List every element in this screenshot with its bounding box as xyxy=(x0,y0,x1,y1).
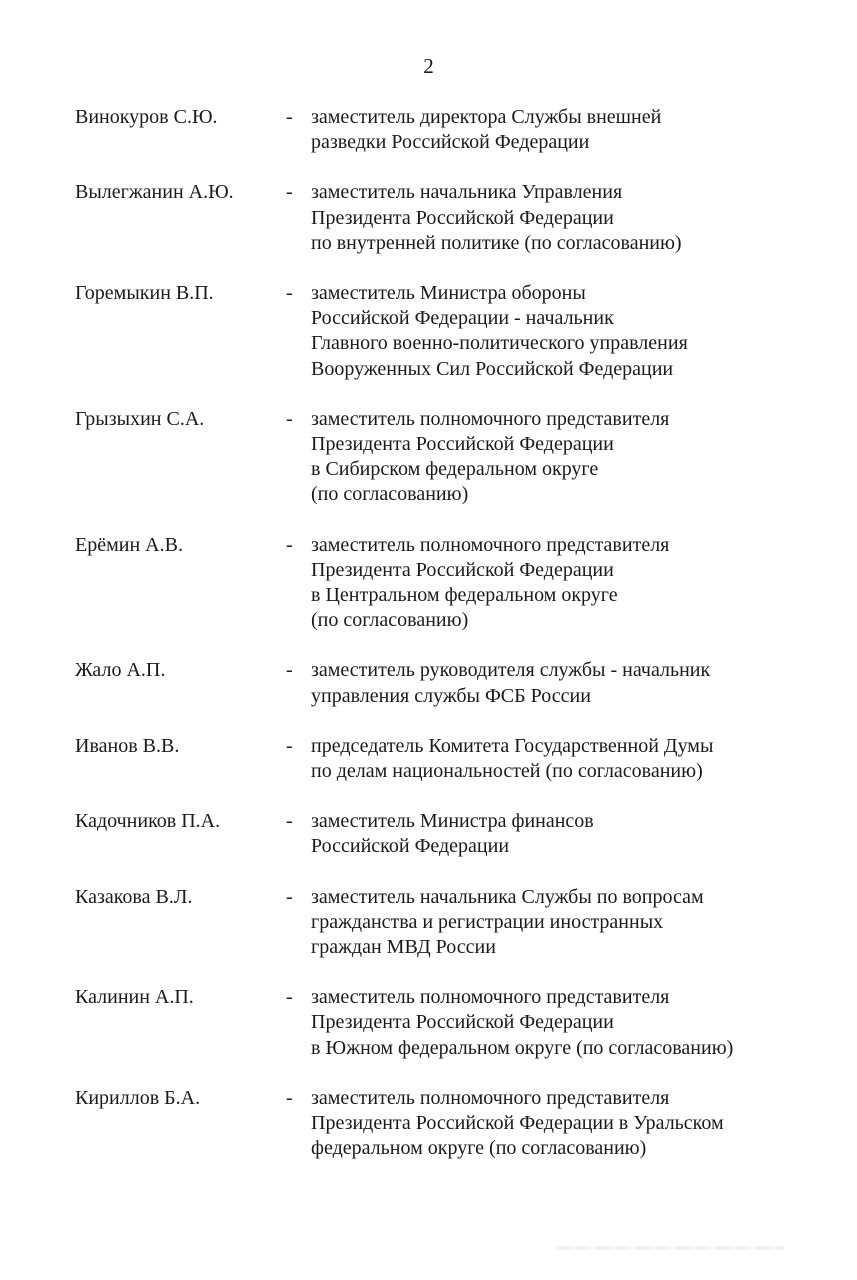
member-position xyxy=(311,658,815,708)
position-line: заместитель руководителя службы - начальник xyxy=(311,659,711,682)
member-name: Жало А.П. xyxy=(75,659,166,682)
member-position xyxy=(311,1086,815,1162)
dash-separator: - xyxy=(286,106,293,128)
position-line: Президента Российской Федерации xyxy=(311,206,614,229)
dash-separator: - xyxy=(286,1086,293,1109)
position-line: граждан МВД России xyxy=(311,936,496,959)
member-position xyxy=(311,105,815,155)
position-line: федеральном округе (по согласованию) xyxy=(311,1137,647,1160)
member-entry xyxy=(75,985,815,1061)
member-name: Вылегжанин А.Ю. xyxy=(75,181,234,204)
position-line: председатель Комитета Государственной Думы xyxy=(311,734,714,757)
position-line: Президента Российской Федерации xyxy=(311,1011,614,1034)
member-entry xyxy=(75,734,815,784)
position-line: заместитель полномочного представителя xyxy=(311,407,670,430)
faint-watermark xyxy=(556,1246,784,1250)
member-position xyxy=(311,533,815,634)
member-entry xyxy=(75,407,815,508)
position-line: в Центральном федеральном округе xyxy=(311,584,618,607)
member-position xyxy=(311,407,815,508)
position-line: разведки Российской Федерации xyxy=(311,131,590,154)
position-line: заместитель Министра обороны xyxy=(311,282,586,305)
position-line: заместитель Министра финансов xyxy=(311,810,594,833)
position-line: Президента Российской Федерации xyxy=(311,433,614,456)
position-line: Российской Федерации xyxy=(311,835,510,858)
dash-separator: - xyxy=(286,885,293,908)
member-position xyxy=(311,985,815,1061)
position-line: управления службы ФСБ России xyxy=(311,684,591,707)
dash-separator: - xyxy=(286,810,293,833)
page-number: 2 xyxy=(423,54,434,78)
position-line: по делам национальностей (по согласованию) xyxy=(311,760,703,783)
member-name: Кириллов Б.А. xyxy=(75,1086,201,1109)
member-name: Иванов В.В. xyxy=(75,734,180,757)
member-name: Кадочников П.А. xyxy=(75,810,221,833)
position-line: гражданства и регистрации иностранных xyxy=(311,910,664,933)
dash-separator: - xyxy=(286,282,293,305)
member-entry xyxy=(75,281,815,382)
position-line: Главного военно-политического управления xyxy=(311,332,688,355)
position-line: заместитель полномочного представителя xyxy=(311,986,670,1009)
member-name: Ерёмин А.В. xyxy=(75,533,183,556)
member-position xyxy=(311,809,815,859)
position-line: Вооруженных Сил Российской Федерации xyxy=(311,357,674,380)
member-position xyxy=(311,281,815,382)
member-entry xyxy=(75,180,815,256)
dash-separator: - xyxy=(286,533,293,556)
position-line: заместитель директора Службы внешней xyxy=(311,106,662,128)
position-line: Президента Российской Федерации в Уральском xyxy=(311,1112,724,1135)
member-entry xyxy=(75,885,815,961)
member-entry xyxy=(75,1086,815,1162)
position-line: Президента Российской Федерации xyxy=(311,558,614,581)
position-line: заместитель начальника Службы по вопросам xyxy=(311,885,704,908)
position-line: в Южном федеральном округе (по согласованию) xyxy=(311,1036,734,1059)
position-line: Российской Федерации - начальник xyxy=(311,307,614,330)
member-entry xyxy=(75,533,815,634)
member-position xyxy=(311,734,815,784)
position-line: заместитель начальника Управления xyxy=(311,181,623,204)
member-entry xyxy=(75,809,815,859)
member-name: Горемыкин В.П. xyxy=(75,282,214,305)
dash-separator: - xyxy=(286,734,293,757)
member-list xyxy=(75,105,815,1187)
position-line: заместитель полномочного представителя xyxy=(311,533,670,556)
member-name: Грызыхин С.А. xyxy=(75,407,205,430)
member-position xyxy=(311,885,815,961)
dash-separator: - xyxy=(286,407,293,430)
position-line: (по согласованию) xyxy=(311,483,469,506)
dash-separator: - xyxy=(286,659,293,682)
position-line: (по согласованию) xyxy=(311,609,469,632)
dash-separator: - xyxy=(286,181,293,204)
dash-separator: - xyxy=(286,986,293,1009)
member-position xyxy=(311,180,815,256)
member-name: Винокуров С.Ю. xyxy=(75,106,218,128)
member-entry xyxy=(75,658,815,708)
position-line: в Сибирском федеральном округе xyxy=(311,458,599,481)
member-name: Казакова В.Л. xyxy=(75,885,193,908)
position-line: по внутренней политике (по согласованию) xyxy=(311,231,682,254)
member-name: Калинин А.П. xyxy=(75,986,194,1009)
position-line: заместитель полномочного представителя xyxy=(311,1086,670,1109)
member-entry xyxy=(75,105,815,155)
